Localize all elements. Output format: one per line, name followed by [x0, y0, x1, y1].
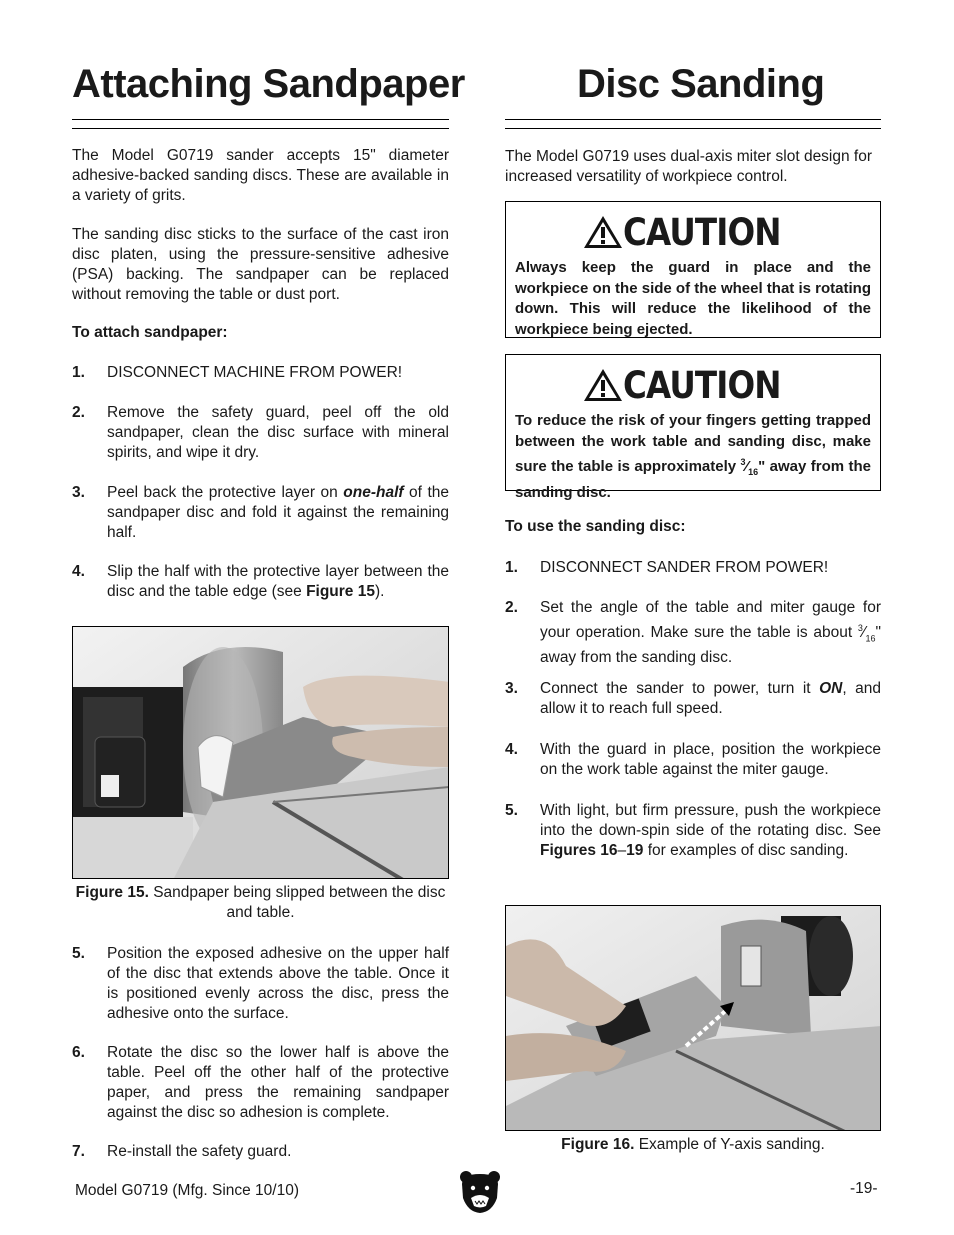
title-rule-bottom: [72, 128, 449, 129]
step-2: [72, 403, 449, 463]
sander-photo-illustration: [506, 906, 881, 1131]
title-rule-bottom: [505, 128, 881, 129]
step-number: 1.: [505, 559, 518, 576]
warning-triangle-icon: [583, 215, 623, 249]
step-3: [72, 483, 449, 543]
step-text: [107, 562, 449, 602]
step-5: [72, 944, 449, 1024]
step-7: [72, 1142, 449, 1162]
step-text: DISCONNECT MACHINE FROM POWER!: [107, 364, 403, 381]
figure-reference: Figures 16: [540, 842, 618, 859]
paragraph-psa: The sanding disc sticks to the surface of the cast iron disc platen, using the pressure-sensitive adhesive (PSA) backing. The sandpaper can be replaced without removing the table or dust port.: [72, 226, 449, 303]
step-text-part: Peel back the protective layer on: [107, 484, 344, 501]
step-5: [505, 801, 881, 861]
step-text: [107, 483, 449, 543]
step-text: With the guard in place, position the workpiece on the work table against the miter gauge.: [540, 741, 881, 778]
step-number: 4.: [72, 563, 85, 580]
fraction-numerator: 3: [740, 457, 746, 467]
step-4: [72, 562, 449, 602]
step-text: [540, 679, 881, 719]
caution-word: CAUTION: [623, 210, 782, 254]
figure-caption-text: Example of Y-axis sanding.: [634, 1136, 825, 1153]
caution-box-guard: [505, 201, 881, 338]
paragraph-intro: The Model G0719 uses dual-axis miter slot design for increased versatility of workpiece control.: [505, 148, 873, 185]
step-1: [505, 558, 881, 578]
subheading-use-disc: To use the sanding disc:: [505, 518, 686, 535]
step-6: [72, 1043, 449, 1123]
figure-caption-text: Sandpaper being slipped between the disc and table.: [148, 884, 446, 921]
figure-label: Figure 16.: [561, 1136, 635, 1153]
step-text: DISCONNECT SANDER FROM POWER!: [540, 559, 829, 576]
step-emphasis: one-half: [343, 484, 404, 501]
caution-header: [515, 210, 871, 254]
caution-text-part: To reduce the risk of your fingers getting trapped between the work table and sanding disc, make sure the table is approximately: [515, 412, 871, 475]
step-2: [505, 598, 881, 668]
caution-text-part: " away from the sanding disc.: [515, 458, 871, 501]
step-text-part: for examples of disc sanding.: [643, 842, 849, 859]
fraction-denominator: 16: [865, 633, 876, 644]
step-text-part: –: [617, 842, 627, 859]
step-number: 3.: [505, 680, 518, 697]
figure-15-caption: [72, 883, 449, 923]
step-number: 2.: [72, 404, 85, 421]
step-text: [540, 801, 881, 861]
step-text-part: Set the angle of the table and miter gauge for your operation. Make sure the table is about: [540, 599, 881, 642]
warning-triangle-icon: [583, 368, 623, 402]
figure-reference: Figure 15: [306, 583, 375, 600]
step-text-part: " away from the sanding disc.: [540, 624, 881, 667]
step-number: 2.: [505, 599, 518, 616]
title-rule-top: [505, 119, 881, 120]
paragraph-intro: The Model G0719 sander accepts 15" diameter adhesive-backed sanding discs. These are available in a variety of grits.: [72, 147, 449, 204]
fraction-numerator: 3: [857, 623, 863, 633]
step-text-part: , and allow it to reach full speed.: [540, 680, 881, 717]
grizzly-bear-logo-icon: [457, 1168, 503, 1214]
step-1: [72, 363, 449, 383]
section-title-disc-sanding: Disc Sanding: [577, 62, 825, 106]
title-rule-top: [72, 119, 449, 120]
figure-16-caption: [505, 1135, 881, 1155]
figure-reference: 19: [626, 842, 644, 859]
right-column: [505, 0, 881, 1235]
step-number: 5.: [72, 945, 85, 962]
step-number: 3.: [72, 484, 85, 501]
step-number: 7.: [72, 1143, 85, 1160]
caution-text: Always keep the guard in place and the workpiece on the side of the wheel that is rotating down. This will reduce the likelihood of the workpiece being ejected.: [515, 259, 871, 338]
left-column: [72, 0, 465, 1235]
step-text-part: ).: [374, 583, 385, 600]
step-text: Remove the safety guard, peel off the old sandpaper, clean the disc surface with mineral spirits, and wipe it dry.: [107, 404, 449, 461]
figure-16-image: [505, 905, 881, 1131]
step-text: Set the angle of the table and miter gauge for your operation. Make sure the table is about $^3⁄_{16}$" away from the sanding disc.: [540, 599, 881, 667]
caution-header: [515, 363, 871, 407]
figure-label: Figure 15.: [75, 884, 149, 901]
step-text-part: With light, but firm pressure, push the workpiece into the down-spin side of the rotating disc. See: [540, 802, 881, 839]
step-text-part: of the sandpaper disc and fold it against the remaining half.: [107, 484, 449, 541]
step-number: 5.: [505, 802, 518, 819]
fraction-denominator: 16: [748, 467, 759, 477]
sander-photo-illustration: [73, 627, 449, 879]
step-text-part: Connect the sander to power, turn it: [540, 680, 820, 697]
step-text: Re-install the safety guard.: [107, 1143, 292, 1160]
footer-model: Model G0719 (Mfg. Since 10/10): [75, 1182, 300, 1199]
figure-15-image: [72, 626, 449, 879]
step-number: 4.: [505, 741, 518, 758]
section-title-attaching-sandpaper: Attaching Sandpaper: [72, 62, 465, 106]
step-4: [505, 740, 881, 780]
step-text: Position the exposed adhesive on the upper half of the disc that extends above the table. Once it is positioned evenly across the disc, press the adhesive onto the surface.: [107, 945, 449, 1022]
subheading-attach: To attach sandpaper:: [72, 324, 228, 341]
step-3: [505, 679, 881, 719]
footer-page-number: -19-: [850, 1180, 878, 1197]
caution-text: To reduce the risk of your fingers getting trapped between the work table and sanding disc, make sure the table is approximately $^3⁄_{16}$" away from the sanding disc.: [515, 412, 871, 501]
step-number: 1.: [72, 364, 85, 381]
caution-box-fingers: [505, 354, 881, 501]
caution-word: CAUTION: [623, 363, 782, 407]
step-text-part: Slip the half with the protective layer between the disc and the table edge (see: [107, 563, 449, 600]
step-emphasis: ON: [819, 680, 843, 697]
step-text: Rotate the disc so the lower half is above the table. Peel off the other half of the protective paper, and press the remaining sandpaper against the disc so adhesion is complete.: [107, 1044, 449, 1121]
step-number: 6.: [72, 1044, 85, 1061]
